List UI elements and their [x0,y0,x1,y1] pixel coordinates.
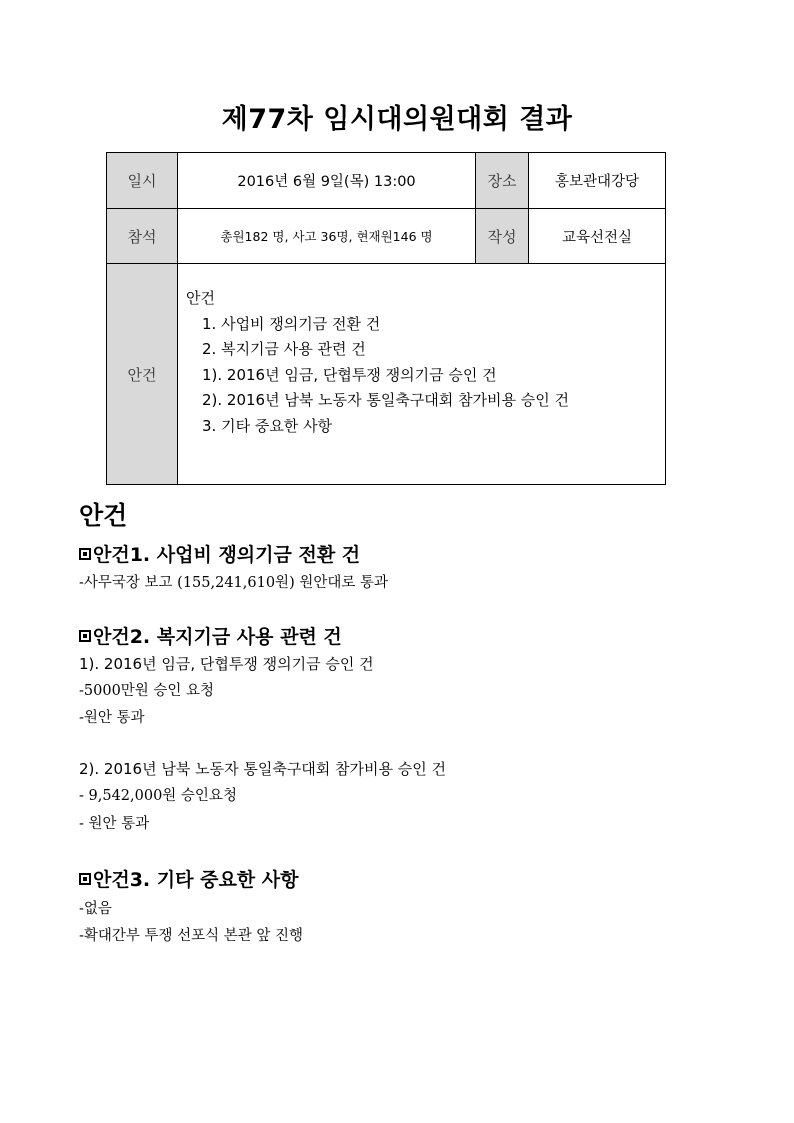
item2-title: 안건2. 복지기금 사용 관련 건 [93,626,342,648]
item3-heading [79,865,754,892]
agenda-row [107,264,666,485]
writer-value: 교육선전실 [529,209,666,264]
agenda-list [178,264,666,485]
attendance-label: 참석 [107,209,178,264]
meeting-info-table [106,152,666,485]
item2-heading [79,622,754,649]
agenda-label: 안건 [107,264,178,485]
document-title: 제77차 임시대의원대회 결과 [221,104,573,135]
agenda-item: 1. 사업비 쟁의기금 전환 건 [202,314,381,333]
agenda-item: 2. 복지기금 사용 관련 건 [202,340,366,358]
agenda-heading: 안건 [79,501,128,530]
date-label: 일시 [107,153,178,209]
item1-line: -사무국장 보고 (155,241,610원) 원안대로 통과 [79,575,388,591]
agenda-item: 2). 2016년 남북 노동자 통일축구대회 참가비용 승인 건 [202,391,570,409]
date-value: 2016년 6월 9일(목) 13:00 [178,153,476,209]
item2-sub2-title: 2). 2016년 남북 노동자 통일축구대회 참가비용 승인 건 [79,760,447,778]
item2-sub1-title: 1). 2016년 임금, 단협투쟁 쟁의기금 승인 건 [79,655,374,673]
item2-sub1-line: -원안 통과 [79,710,145,726]
item2-sub2-line: - 9,542,000원 승인요청 [79,788,237,804]
square-bullet-icon [79,873,91,885]
item3-line: -없음 [79,901,112,917]
item2-sub2-line: - 원안 통과 [79,816,150,832]
place-value: 홍보관대강당 [529,153,666,209]
item2-sub1-line: -5000만원 승인 요청 [79,683,215,699]
agenda-intro: 안건 [186,289,215,307]
place-label: 장소 [476,153,529,209]
writer-label: 작성 [476,209,529,264]
attendance-value: 총원182 명, 사고 36명, 현재원146 명 [178,209,476,264]
agenda-item: 1). 2016년 임금, 단협투쟁 쟁의기금 승인 건 [202,365,497,384]
item1-heading [79,540,754,567]
date-row [107,153,666,209]
square-bullet-icon [79,630,91,642]
attendance-row [107,209,666,264]
item1-title: 안건1. 사업비 쟁의기금 전환 건 [93,544,361,566]
item3-line: -확대간부 투쟁 선포식 본관 앞 진행 [79,928,304,944]
agenda-item: 3. 기타 중요한 사항 [202,416,333,435]
square-bullet-icon [79,548,91,560]
item3-title: 안건3. 기타 중요한 사항 [93,869,299,891]
